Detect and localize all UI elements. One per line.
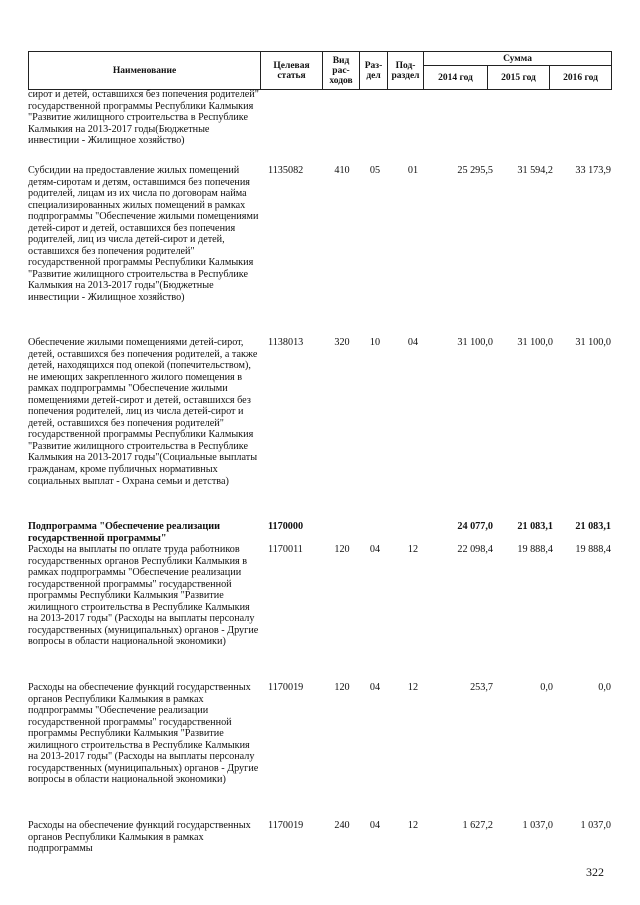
- header-subsection: Под-раздел: [388, 52, 424, 90]
- row-type: 410: [334, 165, 350, 176]
- header-target: Целевая статья: [261, 52, 323, 90]
- row-target: 1170019: [268, 820, 304, 831]
- table-header: [28, 51, 612, 90]
- header-type: Вид рас-ходов: [323, 52, 360, 90]
- row-2016: 19 888,4: [575, 544, 611, 555]
- row-name: Расходы на обеспечение функций государственных органов Республики Калмыкия в рамках подпрограммы: [28, 820, 251, 855]
- row-name: Подпрограмма "Обеспечение реализации государственной программы": [28, 521, 221, 544]
- row-2014: 1 627,2: [462, 820, 493, 831]
- row-2016: 0,0: [598, 682, 611, 693]
- row-target: 1135082: [268, 165, 304, 176]
- row-target: 1170000: [268, 521, 304, 532]
- row-2015: 31 594,2: [517, 165, 553, 176]
- row-subsection: 01: [407, 165, 419, 176]
- row-subsection: 12: [407, 820, 419, 831]
- header-2015: 2015 год: [488, 66, 550, 90]
- row-2015: 21 083,1: [517, 521, 553, 532]
- row-section: 10: [369, 337, 381, 348]
- row-2016: 1 037,0: [580, 820, 611, 831]
- row-2015: 1 037,0: [522, 820, 553, 831]
- row-type: 240: [334, 820, 350, 831]
- row-target: 1138013: [268, 337, 304, 348]
- row-2014: 22 098,4: [457, 544, 493, 555]
- header-section: Раз-дел: [360, 52, 388, 90]
- row-target: 1170019: [268, 682, 304, 693]
- row-section: 04: [369, 682, 381, 693]
- row-2014: 24 077,0: [457, 521, 493, 532]
- row-section: 04: [369, 544, 381, 555]
- row-subsection: 04: [407, 337, 419, 348]
- row-target: 1170011: [268, 544, 303, 555]
- row-2016: 21 083,1: [575, 521, 611, 532]
- row-2014: 31 100,0: [457, 337, 493, 348]
- row-name: Расходы на обеспечение функций государственных органов Республики Калмыкия в рамках подпрограммы "Обеспечение реализации государственной программы" государственной программы Республики Калмыкия "Развитие жилищного строительства в Республике Калмыкия на 2013-2017 годы" (Расходы на выплаты персоналу государственных (муниципальных) органов - Другие вопросы в области национальной экономики): [28, 682, 259, 786]
- row-type: 120: [334, 544, 350, 555]
- row-2016: 33 173,9: [575, 165, 611, 176]
- row-section: 05: [369, 165, 381, 176]
- row-2015: 19 888,4: [517, 544, 553, 555]
- row-type: 320: [334, 337, 350, 348]
- row-name: сирот и детей, оставшихся без попечения родителей" государственной программы Республики Калмыкия "Развитие жилищного строительства в Республике Калмыкия на 2013-2017 годы(Бюджетные инвестиции - Жилищное хозяйство): [28, 89, 259, 147]
- row-section: 04: [369, 820, 381, 831]
- row-2014: 253,7: [470, 682, 493, 693]
- row-name: Расходы на выплаты по оплате труда работников государственных органов Республики Калмыкия в рамках подпрограммы "Обеспечение реализации государственной программы" государственной программы Республики Калмыкия "Развитие жилищного строительства в Республике Калмыкия на 2013-2017 годы" (Расходы на выплаты персоналу государственных (муниципальных) органов - Другие вопросы в области национальной экономики): [28, 544, 259, 648]
- row-2015: 0,0: [540, 682, 553, 693]
- row-2015: 31 100,0: [517, 337, 553, 348]
- page-number: 322: [586, 865, 604, 879]
- row-name: Субсидии на предоставление жилых помещений детям-сиротам и детям, оставшимся без попечения родителей, лицам из их числа по договорам найма специализированных жилых помещений в рамках подпрограммы "Обеспечение жилыми помещениями детей-сирот и детей, оставшихся без попечения родителей, лиц из числа детей-сирот и детей, оставшихся без попечения родителей" государственной программы Республики Калмыкия "Развитие жилищного строительства в Республике Калмыкия на 2013-2017 годы"(Бюджетные инвестиции - Жилищное хозяйство): [28, 165, 259, 304]
- row-subsection: 12: [407, 544, 419, 555]
- row-2016: 31 100,0: [575, 337, 611, 348]
- header-sum: Сумма: [424, 52, 612, 66]
- row-name: Обеспечение жилыми помещениями детей-сирот, детей, оставшихся без попечения родителей, а также детей, находящихся под опекой (попечительством), не имеющих закрепленного жилого помещения в рамках подпрограммы "Обеспечение жилыми помещениями детей-сирот и детей, оставшихся без попечения родителей, лиц из числа детей-сирот и детей, оставшихся без попечения родителей" государственной программы Республики Калмыкия "Развитие жилищного строительства в Республике Калмыкия на 2013-2017 годы"(Социальные выплаты гражданам, кроме публичных нормативных социальных выплат - Охрана семьи и детства): [28, 337, 258, 487]
- row-2014: 25 295,5: [457, 165, 493, 176]
- row-subsection: 12: [407, 682, 419, 693]
- header-name: Наименование: [29, 52, 261, 90]
- header-2014: 2014 год: [424, 66, 488, 90]
- row-type: 120: [334, 682, 350, 693]
- header-2016: 2016 год: [550, 66, 612, 90]
